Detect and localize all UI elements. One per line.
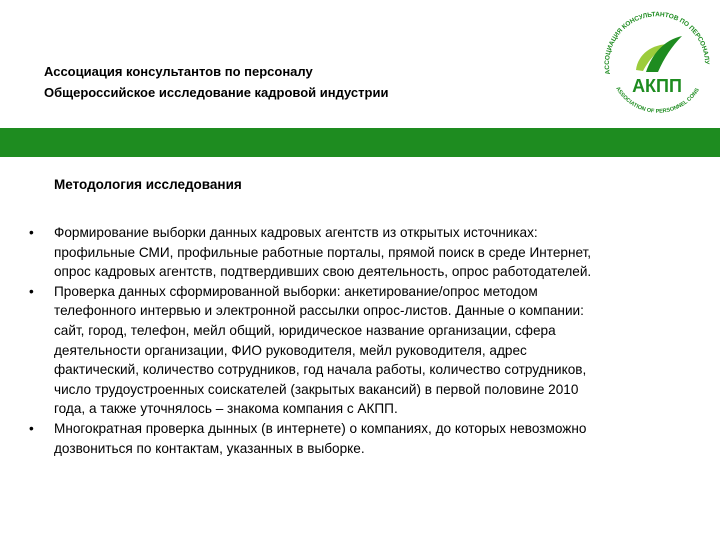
logo-ring-text-top: АССОЦИАЦИЯ КОНСУЛЬТАНТОВ ПО ПЕРСОНАЛУ: [603, 11, 711, 75]
bullet-icon: •: [29, 420, 34, 436]
list-item-text: Формирование выборки данных кадровых агентств из открытых источниках:: [54, 225, 538, 240]
list-item-text: фактический, количество сотрудников, год начала работы, количество сотрудников,: [54, 362, 587, 378]
list-item-text: сайт, город, телефон, мейл общий, юридическое название организации, сфера: [54, 322, 556, 338]
bullet-icon: •: [29, 225, 34, 240]
list-item: [0, 419, 720, 458]
logo-ring-text-bottom: ASSOCIATION OF PERSONNEL CONS: [614, 85, 701, 115]
akpp-logo: [596, 4, 718, 126]
organization-name: Ассоциация консультантов по персоналу: [44, 64, 313, 79]
list-item-text: опрос кадровых агентств, подтвердивших свою деятельность, опрос работодателей.: [54, 264, 592, 280]
list-item: [0, 282, 720, 419]
list-item-text: года, а также уточнялось – знакома компания с АКПП.: [54, 401, 398, 417]
list-item: [0, 223, 720, 282]
list-item-text: Многократная проверка дынных (в интернете) о компаниях, до которых невозможно: [54, 420, 587, 436]
logo-abbr: АКПП: [632, 76, 682, 96]
list-item-text: дозвониться по контактам, указанных в выборке.: [54, 440, 365, 456]
list-item-text: деятельности организации, ФИО руководителя, мейл руководителя, адрес: [54, 342, 527, 358]
methodology-list: [0, 223, 720, 458]
section-title: Методология исследования: [54, 177, 242, 192]
list-item-text: телефонного интервью и электронной рассылки опрос-листов. Данные о компании:: [54, 303, 584, 319]
list-item-text: число трудоустроенных соискателей (закрытых вакансий) в первой половине 2010: [54, 381, 579, 397]
list-item-text: профильные СМИ, профильные работные порталы, прямой поиск в среде Интернет,: [54, 244, 592, 260]
bullet-icon: •: [29, 283, 34, 299]
green-divider-bar: [0, 128, 720, 157]
list-item-text: Проверка данных сформированной выборки: анкетирование/опрос методом: [54, 283, 538, 299]
study-title: Общероссийское исследование кадровой индустрии: [44, 85, 389, 100]
